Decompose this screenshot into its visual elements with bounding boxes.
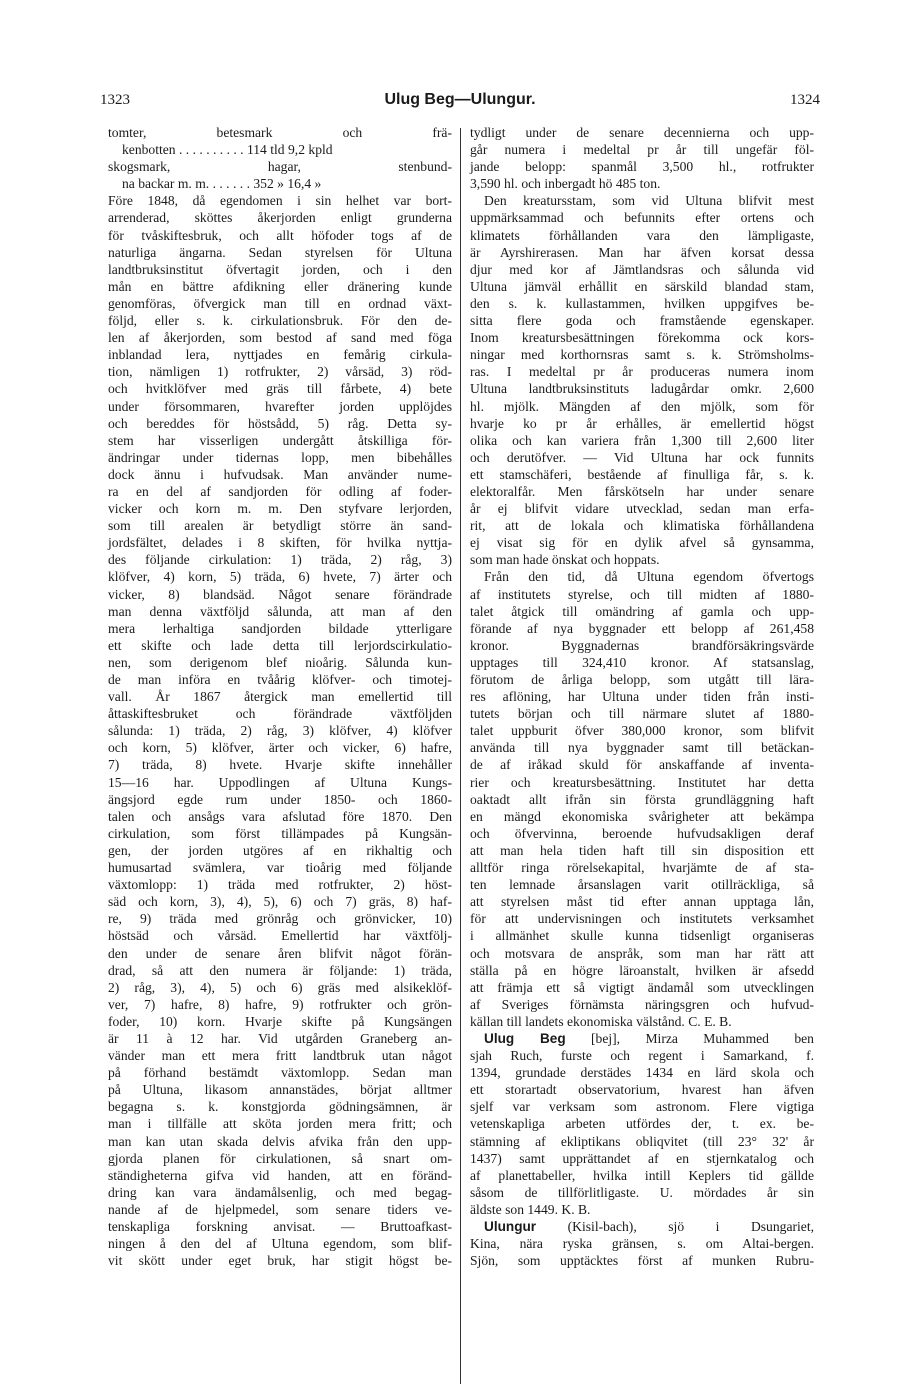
text-line: talet åtgick till omändring af gamla och upp-: [470, 603, 814, 619]
text-line: alltför ringa rörelsekapital, hvarjämte de af sta-: [470, 860, 814, 876]
text-line: kronor. Byggnadernas brandförsäkringsvärde: [470, 637, 814, 653]
text-line: under försommaren, hvarefter jorden upplöjdes: [108, 398, 452, 414]
text-line: och bereddes för höstsådd, 5) råg. Detta sy-: [108, 415, 452, 431]
text-line: olika och kan variera från 1,300 till 2,600 liter: [470, 432, 814, 448]
text-line: ver, 7) hafre, 8) hafre, 9) rotfrukter och grön-: [108, 996, 452, 1012]
text-line: upptages till 324,410 kronor. Af statsanslag,: [470, 654, 814, 670]
text-line: af Sveriges förnämsta näringsgren och hufvud-: [470, 996, 814, 1012]
text-line: källan till landets ekonomiska välstånd. C. E. B.: [470, 1013, 732, 1029]
text-line: och derutöfver. — Vid Ultuna har ock funnits: [470, 449, 814, 465]
text-line: Ultuna landtbruksinstituts ladugårdar omkr. 2,600: [470, 381, 814, 397]
text-line: Ultuna jämväl erhållit en särskild blandad stam,: [470, 278, 814, 294]
page-number-left: 1323: [100, 92, 130, 108]
text-line: re, 9) träda med grönråg och grönvicker, 10): [108, 911, 452, 927]
text-line: uppmärksammad och befunnits efter ortens och: [470, 210, 814, 226]
text-line: förutom de årliga belopp, som utgått till lära-: [470, 672, 814, 687]
text-line: en mängd ekonomiska svårigheter att bekämpa: [470, 808, 814, 824]
text-line: mera lerhaltiga sandjorden bildade ytterligare: [108, 620, 452, 636]
text-line: Sjön, som upptäcktes först af munken Rubru-: [470, 1253, 814, 1269]
page-header: [100, 92, 820, 116]
text-line: ett skifte och lade detta till lerjordscirkulatio-: [108, 637, 452, 653]
text-line: går numera i medeltal pr år till ungefär föl-: [470, 142, 814, 158]
text-line: Den kreatursstam, som vid Ultuna blifvit mest: [484, 193, 814, 209]
text-line: ningar med korthornsras samt s. k. Strömsholms-: [470, 347, 814, 363]
column-divider: [460, 128, 461, 1384]
text-line: tenskapliga forskning anvisat. — Bruttoafkast-: [108, 1219, 452, 1234]
text-line: inblandad lera, nyttjades en femårig cirkula-: [108, 347, 452, 363]
text-line: ras. I medeltal pr år produceras numera inom: [470, 364, 814, 380]
text-line: Före 1848, då egendomen i sin helhet var bort-: [108, 193, 452, 209]
text-line: af institutets styrelse, och till midten af 1880-: [470, 586, 814, 602]
text-line: ej visat sig för en dylik afvel så gynsamma,: [470, 535, 814, 551]
text-line: sjelf var verksam som astronom. Flere vigtiga: [470, 1099, 814, 1115]
text-line: rit, att de lokala och klimatiska förhållandena: [470, 518, 814, 534]
text-line: ett storartadt observatorium, hvarest han äfven: [470, 1082, 814, 1098]
text-line: des följande cirkulation: 1) träda, 2) råg, 3): [108, 552, 452, 568]
text-line: tydligt under de senare decennierna och upp-: [470, 125, 814, 140]
text-line: för att undervisningen och institutets verksamhet: [470, 911, 814, 927]
text-line: talen och ansågs vara afslutad före 1870. Den: [108, 808, 452, 824]
text-line: och öfvervinna, beroende hufvudsakligen deraf: [470, 825, 814, 841]
text-line: tutets början och till närmare slutet af 1880-: [470, 706, 814, 722]
right-column: [470, 124, 814, 1269]
text-line: man i tillfälle att sköta jorden mera fritt; och: [108, 1116, 452, 1132]
text-line: och motsvara de anspråk, som man har rätt att: [470, 945, 814, 961]
entry-headword: Ulungur: [484, 1219, 537, 1234]
text-line: drad, så att den numera är följande: 1) träda,: [108, 962, 452, 978]
text-line: dring kan vara ändamålsenlig, och med begag-: [108, 1184, 452, 1200]
text-line: ängsjord egde rum under 1850- och 1860-: [108, 791, 452, 807]
text-line: sjah Ruch, furste och regent i Samarkand, f.: [470, 1048, 814, 1064]
text-line: klimatets förhållanden vara den lämpligaste,: [470, 227, 814, 243]
text-line: är 11 à 12 har. Vid utgården Graneberg an-: [108, 1030, 452, 1046]
text-line: nen, som derigenom blef nioårig. Sålunda kun-: [108, 654, 452, 670]
text-line: ändringar under tidernas lopp, men bibehålles: [108, 449, 452, 465]
text-line: som till arealen är betydligt större än sand-: [108, 518, 452, 534]
text-line: gen, der jorden utgöres af en rikhaltig och: [108, 842, 452, 858]
text-line: 1394, grundade derstädes 1434 en lärd skola och: [470, 1065, 814, 1081]
text-line: stämning af ekliptikans obliqvitet (till 23° 32' år: [470, 1133, 814, 1149]
text-line: ett stamschäferi, bestående af finulliga får, s. k.: [470, 466, 814, 482]
text-line: ningen å den del af Ultuna egendom, som blif-: [108, 1236, 452, 1252]
text-line: cirkulation, som först tillämpades på Kungsän-: [108, 825, 452, 841]
text-line: man denna växtföljd sålunda, att man af den: [108, 603, 452, 619]
text-line: för tvåskiftesbruk, och allt höfoder togs af de: [108, 227, 452, 243]
text-line: naturliga ängarna. Sedan styrelsen för Ultuna: [108, 244, 452, 260]
text-line: djur med kor af Jämtlandsras och sålunda vid: [470, 261, 814, 277]
text-line: på Ultuna, likasom annanstädes, börjat alltmer: [108, 1082, 452, 1098]
text-line: i allmänhet skulle kunna tidsenligt organiseras: [470, 928, 814, 944]
text-line: hl. mjölk. Mängden af den mjölk, som för: [470, 398, 814, 414]
text-line: ständigheterna gifva vid handen, att en föränd-: [108, 1167, 452, 1183]
running-title: Ulug Beg—Ulungur.: [384, 91, 536, 108]
text-line: de man införa en tvåårig klöfver- och timotej-: [108, 672, 452, 687]
text-line: och korn, 5) klöfver, ärter och vicker, 6) hafre,: [108, 740, 452, 756]
text-line: 3,590 hl. och inbergadt hö 485 ton.: [470, 176, 661, 192]
text-line: vall. År 1867 återgick man emellertid till: [108, 689, 452, 705]
text-line: nande af de hjelpmedel, som senare tiders ve-: [108, 1201, 452, 1217]
text-line: 7) träda, 8) hvete. Hvarje skifte innehåller: [108, 757, 452, 773]
text-line: ra en del af sandjorden för odling af foder-: [108, 483, 452, 499]
text-line: förande af nya byggnader ett belopp af 261,458: [470, 620, 814, 636]
text-line: äldste son 1449. K. B.: [470, 1201, 591, 1217]
text-line: ställa på en högre läroanstalt, hvilken är afsedd: [470, 962, 814, 978]
text-line: åttaskiftesbruket och förändrade växtföljden: [108, 706, 452, 722]
text-line: dock ännu i hufvudsak. Man använder nume-: [108, 466, 452, 482]
text-line: ten lemnade årsanslagen varit otillräckliga, så: [470, 877, 814, 893]
text-line: elektoralfår. Men fårskötseln har under senare: [470, 483, 814, 499]
text-line: hvarje ko pr år erhålles, är emellertid högst: [470, 415, 814, 431]
text-line: tion, nämligen 1) rotfrukter, 2) vårsäd, 3) röd-: [108, 364, 452, 380]
text-line: tomter, betesmark och frä-: [108, 125, 452, 140]
text-line: de af iråkad skuld för anskaffande af inventa-: [470, 757, 814, 773]
entry-headword: Ulug Beg: [484, 1030, 566, 1046]
text-line: landtbruksinstitut öfvertagit jorden, och i den: [108, 261, 452, 277]
text-line: skogsmark, hagar, stenbund-: [108, 159, 452, 175]
text-line: att främja ett så vigtigt ändamål som utvecklingen: [470, 979, 814, 995]
text-line: len af åkerjorden, som bestod af sand med föga: [108, 330, 452, 346]
text-line: Kina, nära ryska gränsen, s. om Altai-bergen.: [470, 1236, 814, 1252]
text-line: 2) råg, 3), 4), 5) och 6) gräs med alsikeklöf-: [108, 979, 452, 995]
text-line: på förhand bestämdt växtomlopp. Sedan man: [108, 1065, 452, 1081]
text-line: vicker och korn m. m. Den styfvare lerjorden,: [108, 501, 452, 517]
text-line: sålunda: 1) träda, 2) råg, 3) klöfver, 4) klöfver: [108, 723, 452, 739]
text-line: sitta flere goda och framstående egenskaper.: [470, 313, 814, 329]
text-line: Inom kreatursbesättningen förekomma ock kors-: [470, 330, 814, 346]
text-line: använda till nya byggnader samt till betäckan-: [470, 740, 814, 756]
text-line: den under de senare åren blifvit något förän-: [108, 945, 452, 961]
text-line: 15—16 har. Uppodlingen af Ultuna Kungs-: [108, 774, 452, 790]
text-line: år ej blifvit vidare utvecklad, sedan man erfa-: [470, 501, 814, 517]
text-line: Ulug Beg [bej], Mirza Muhammed ben: [484, 1030, 814, 1046]
text-line: jande belopp: spanmål 3,500 hl., rotfrukter: [470, 159, 814, 175]
text-line: foder, 10) korn. Hvarje skifte på Kungsängen: [108, 1013, 452, 1029]
text-line: Ulungur (Kisil-bach), sjö i Dsungariet,: [484, 1219, 814, 1234]
text-line: säd och korn, 3), 4), 5), 6) och 7) gräs, 8) haf-: [108, 894, 452, 910]
text-line: res aflöning, har Ultuna under tiden från insti-: [470, 689, 814, 705]
text-line: och hvitklöfver med gräs till fårbete, 4) bete: [108, 381, 452, 397]
page-number-right: 1324: [790, 92, 820, 108]
text-line: jordsfältet, delades i 8 skiften, för hvilka nyttja-: [108, 535, 452, 551]
text-line: klöfver, 4) korn, 5) träda, 6) hvete, 7) ärter och: [108, 569, 452, 585]
text-line: följd, eller s. k. cirkulationsbruk. För den de-: [108, 313, 452, 329]
text-line: af planettabeller, hvilka intill Keplers tid gällde: [470, 1167, 814, 1183]
text-line: mån en bättre afdikning eller dränering kunde: [108, 278, 452, 294]
text-line: vetenskapliga arbeten utfördes der, t. ex. be-: [470, 1116, 814, 1132]
text-line: stem har visserligen undergått åtskilliga för-: [108, 432, 452, 448]
text-line: arrenderad, sköttes åkerjorden enligt grunderna: [108, 210, 452, 226]
text-line: 1437) samt upprättandet af en stjernkatalog och: [470, 1150, 814, 1166]
text-line: na backar m. m. . . . . . . 352 » 16,4 »: [122, 176, 322, 192]
text-line: man kan utan skada delvis afvika från den upp-: [108, 1133, 452, 1149]
text-line: genomföras, öfvergick man till en ordnad växt-: [108, 295, 452, 311]
text-line: är Ayrshirerasen. Man har äfven korsat dessa: [470, 244, 814, 260]
left-column: [108, 124, 452, 1269]
text-line: humusartad svämlera, var tioårig med följande: [108, 860, 452, 876]
text-line: talet uppburit öfver 380,000 kronor, som blifvit: [470, 723, 814, 739]
text-line: rier och kreatursbesättning. Institutet har detta: [470, 774, 814, 790]
text-line: växtomlopp: 1) träda med rotfrukter, 2) höst-: [108, 877, 452, 893]
text-line: att styrelsen måst tid efter annan upptaga lån,: [470, 894, 814, 910]
text-line: såsom de tillförlitligaste. U. mördades år sin: [470, 1184, 814, 1200]
text-line: som man hade önskat och hoppats.: [470, 552, 660, 568]
text-line: kenbotten . . . . . . . . . . 114 tld 9,2 kpld: [122, 142, 333, 158]
text-line: oaktadt allt ifrån sin första grundläggning haft: [470, 791, 814, 807]
text-line: den s. k. kullastammen, hvilken uppgifves be-: [470, 295, 814, 311]
text-line: gjorda planen för cirkulationen, så snart om-: [108, 1150, 452, 1166]
text-line: höstsäd och vårsäd. Emellertid har växtfölj-: [108, 928, 452, 944]
text-line: vit skött under eget bruk, har stigit högst be-: [108, 1253, 452, 1269]
text-line: begagna s. k. konstgjorda gödningsämnen, är: [108, 1099, 452, 1115]
text-line: vänder man ett mera fritt landtbruk utan något: [108, 1048, 452, 1064]
text-line: vicker, 8) blandsäd. Något senare förändrade: [108, 586, 452, 602]
text-line: att man hela tiden haft till sin disposition ett: [470, 842, 814, 858]
text-line: Från den tid, då Ultuna egendom öfvertogs: [484, 569, 814, 585]
